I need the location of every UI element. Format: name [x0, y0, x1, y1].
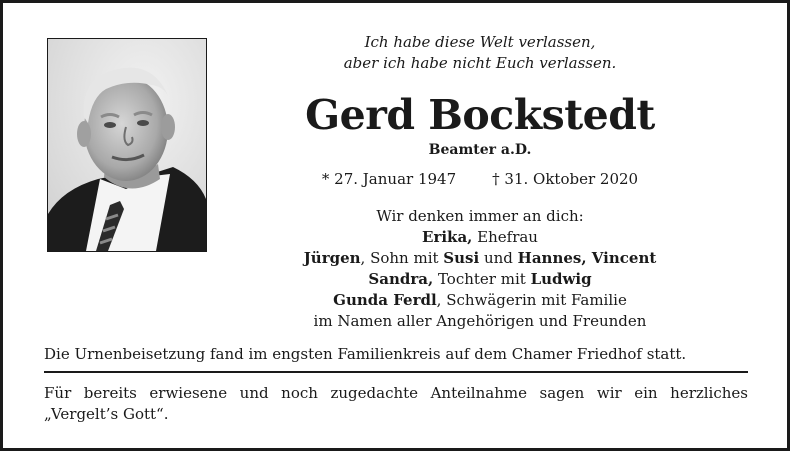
- deceased-title: Beamter a.D.: [428, 142, 532, 158]
- mourner-sandra: [290, 269, 670, 290]
- deceased-name: Gerd Bockstedt: [305, 91, 655, 139]
- mourners-intro: Wir denken immer an dich:: [376, 207, 584, 225]
- mourners-closing: im Namen aller Angehörigen und Freunden: [313, 312, 647, 330]
- mourner-gunda-name: Gunda Ferdl: [333, 291, 437, 309]
- mourner-erika-role: Ehefrau: [472, 228, 538, 246]
- mourner-gunda-role: , Schwägerin mit Familie: [436, 291, 627, 309]
- thanks-notice: Für bereits erwiesene und noch zugedachte Anteilnahme sagen wir ein herzliches „Vergelt’s Gott“.: [44, 384, 748, 423]
- divider: [44, 371, 748, 373]
- mourner-susi-name: Susi: [443, 249, 480, 267]
- mourner-gunda: [290, 290, 670, 311]
- birth-date: * 27. Januar 1947: [321, 170, 457, 188]
- motto-line-2: aber ich habe nicht Euch verlassen.: [343, 54, 617, 72]
- death-date: † 31. Oktober 2020: [492, 170, 639, 188]
- mourner-sandra-role: Tochter mit: [433, 270, 531, 288]
- mourner-juergen-name: Jürgen: [303, 249, 361, 267]
- motto: [290, 32, 670, 74]
- mourner-juergen-role: , Sohn mit: [360, 249, 444, 267]
- conjunction-und: und: [479, 249, 518, 267]
- mourner-ludwig-name: Ludwig: [530, 270, 592, 288]
- mourner-erika-name: Erika,: [422, 228, 473, 246]
- burial-notice: Die Urnenbeisetzung fand im engsten Familienkreis auf dem Chamer Friedhof statt.: [44, 345, 687, 363]
- mourner-sandra-name: Sandra,: [368, 270, 434, 288]
- mourner-grandchildren-names: Hannes, Vincent: [517, 249, 657, 267]
- mourner-erika: [290, 227, 670, 248]
- mourner-juergen: [290, 248, 670, 269]
- portrait-photo: [47, 38, 207, 252]
- life-dates: [290, 169, 670, 190]
- mourners-list: [290, 206, 670, 332]
- motto-line-1: Ich habe diese Welt verlassen,: [364, 33, 596, 51]
